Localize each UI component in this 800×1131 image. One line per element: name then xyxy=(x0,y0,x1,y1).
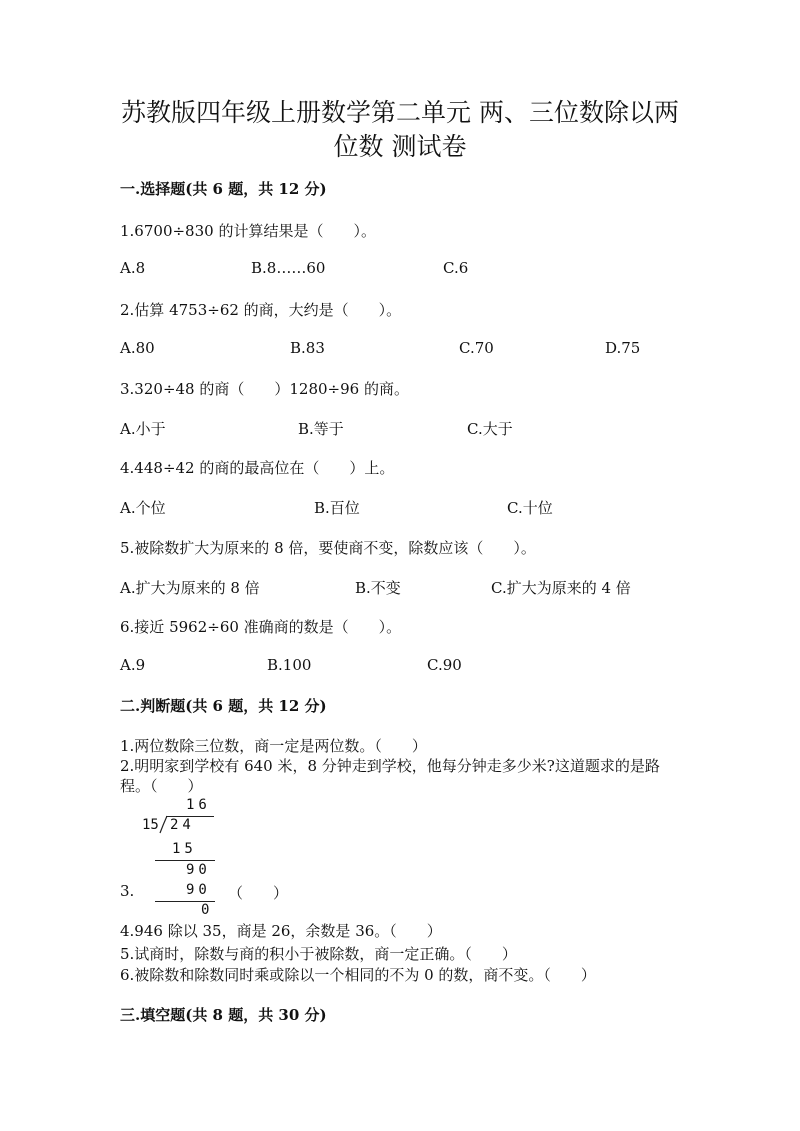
question-2-2: 2.明明家到学校有 640 米，8 分钟走到学校，他每分钟走多少米?这道题求的是路程。（ ） xyxy=(120,757,660,795)
question-1-1: 1.6700÷830 的计算结果是（ ）。 xyxy=(120,222,376,240)
q1-4-option-c: C.十位 xyxy=(507,499,553,517)
q1-3-option-b: B.等于 xyxy=(298,420,344,438)
exam-title xyxy=(120,96,680,164)
division-dividend: 24 xyxy=(170,817,195,833)
q1-6-option-c: C.90 xyxy=(427,656,462,674)
q1-6-option-a: A.9 xyxy=(120,656,146,674)
q1-5-option-c: C.扩大为原来的 4 倍 xyxy=(491,579,631,597)
q1-2-option-c: C.70 xyxy=(459,339,494,357)
division-step-1: 15 xyxy=(172,841,197,857)
q1-1-option-b: B.8……60 xyxy=(251,259,326,277)
question-2-4: 4.946 除以 35，商是 26，余数是 36。（ ） xyxy=(120,922,442,940)
question-1-5: 5.被除数扩大为原来的 8 倍，要使商不变，除数应该（ ）。 xyxy=(120,539,536,557)
question-2-6: 6.被除数和除数同时乘或除以一个相同的不为 0 的数，商不变。（ ） xyxy=(120,966,596,984)
q1-2-option-b: B.83 xyxy=(290,339,325,357)
q1-4-option-a: A.个位 xyxy=(120,499,166,517)
q1-1-option-c: C.6 xyxy=(443,259,469,277)
division-step-3: 90 xyxy=(186,882,211,898)
question-2-1: 1.两位数除三位数，商一定是两位数。（ ） xyxy=(120,737,427,755)
division-line-1 xyxy=(155,860,215,861)
section-1-heading: 一.选择题(共 6 题，共 12 分) xyxy=(120,180,327,198)
q1-4-option-b: B.百位 xyxy=(314,499,360,517)
question-2-3-paren: （ ） xyxy=(228,884,289,902)
question-1-2: 2.估算 4753÷62 的商，大约是（ ）。 xyxy=(120,301,402,319)
section-2-heading: 二.判断题(共 6 题，共 12 分) xyxy=(120,697,327,715)
q1-5-option-b: B.不变 xyxy=(355,579,401,597)
question-1-6: 6.接近 5962÷60 准确商的数是（ ）。 xyxy=(120,618,402,636)
q1-2-option-d: D.75 xyxy=(605,339,641,357)
q1-5-option-a: A.扩大为原来的 8 倍 xyxy=(120,579,260,597)
section-3-heading: 三.填空题(共 8 题，共 30 分) xyxy=(120,1006,327,1024)
question-1-3: 3.320÷48 的商（ ）1280÷96 的商。 xyxy=(120,380,409,398)
title-line-1: 苏教版四年级上册数学第二单元 两、三位数除以两 xyxy=(121,98,679,127)
q1-1-option-a: A.8 xyxy=(120,259,146,277)
division-step-2: 90 xyxy=(186,862,211,878)
question-2-5: 5.试商时，除数与商的积小于被除数，商一定正确。（ ） xyxy=(120,945,517,963)
q1-2-option-a: A.80 xyxy=(120,339,155,357)
q1-6-option-b: B.100 xyxy=(267,656,312,674)
question-1-4: 4.448÷42 的商的最高位在（ ）上。 xyxy=(120,459,395,477)
division-remainder: 0 xyxy=(201,902,210,918)
division-bracket-icon xyxy=(159,813,169,835)
title-line-2: 位数 测试卷 xyxy=(333,132,467,161)
question-2-3-number: 3. xyxy=(120,882,135,900)
division-quotient: 16 xyxy=(186,797,211,813)
division-divisor: 15 xyxy=(142,817,159,833)
q1-3-option-a: A.小于 xyxy=(120,420,166,438)
q1-3-option-c: C.大于 xyxy=(467,420,513,438)
